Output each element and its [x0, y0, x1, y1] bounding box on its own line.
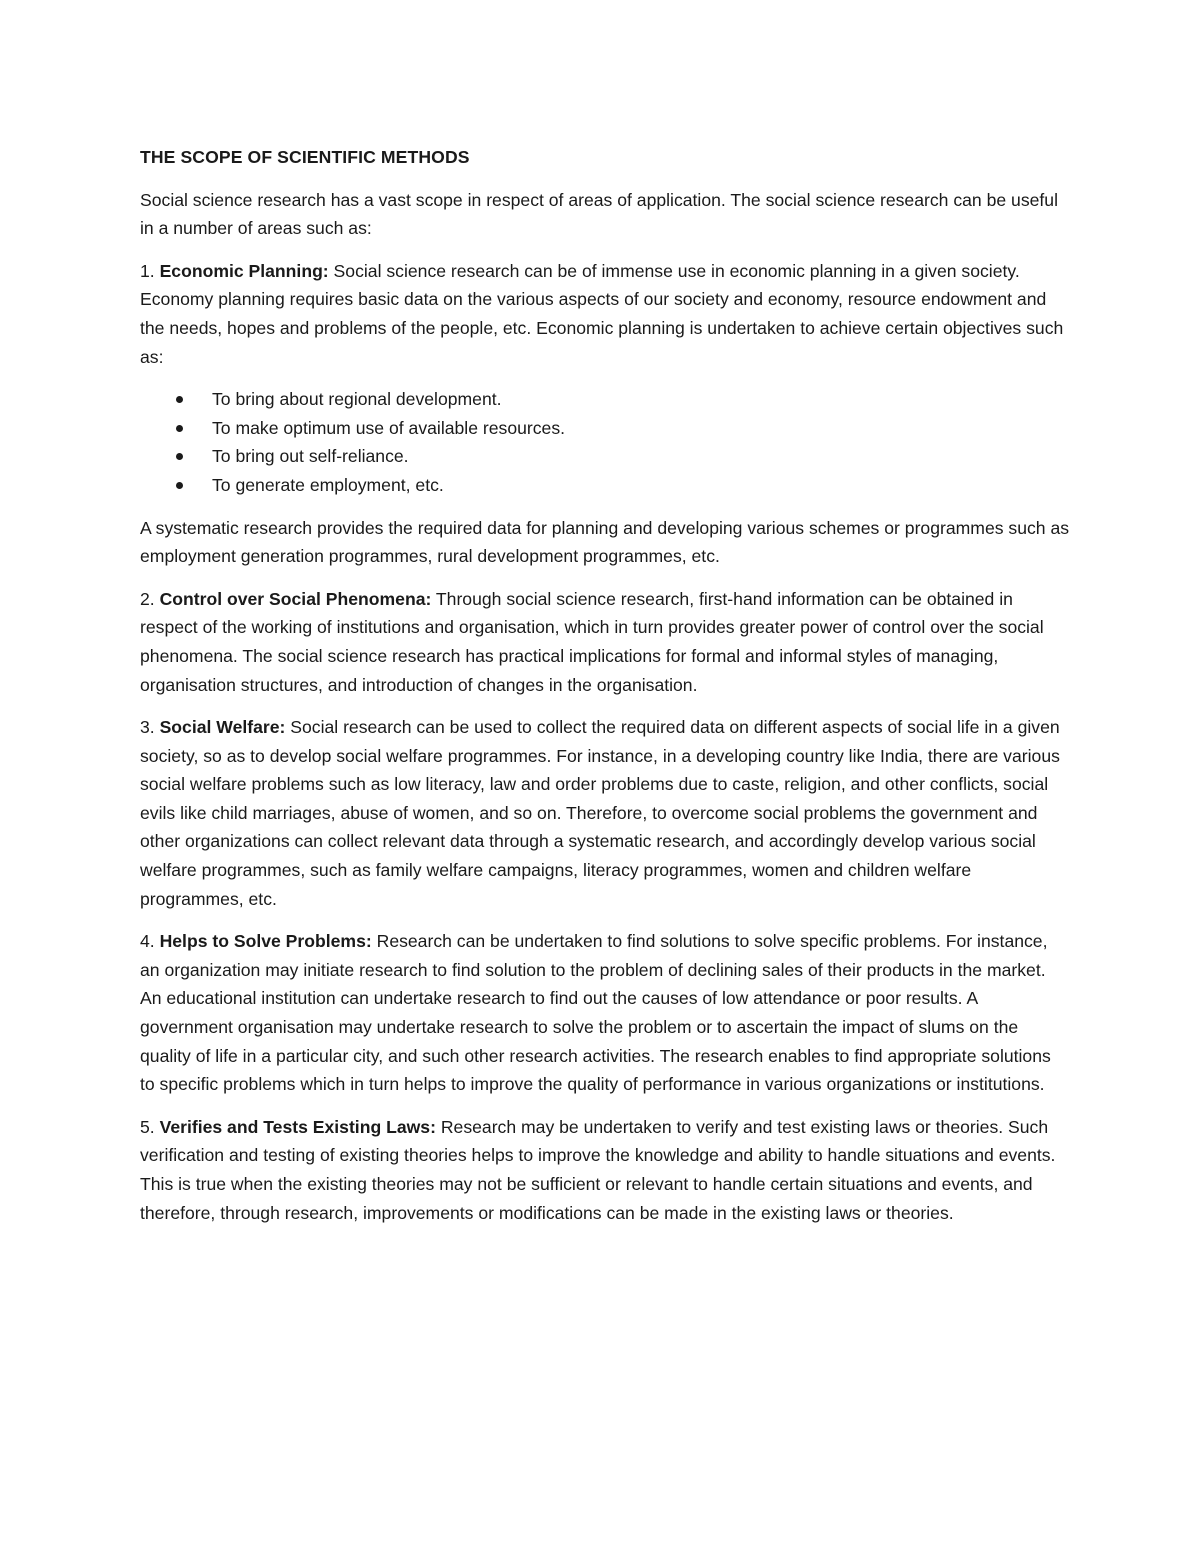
section-social-phenomena [140, 585, 1070, 699]
section-text: Research can be undertaken to find solutions to solve specific problems. For instance, an organization may initiate research to find solution to the problem of declining sales of their products in the market. An educational institution can undertake research to find out the causes of low attendance or poor results. A government organisation may undertake research to solve the problem or to ascertain the impact of slums on the quality of life in a particular city, and such other research activities. The research enables to find appropriate solutions to specific problems which in turn helps to improve the quality of performance in various organizations or institutions. [140, 931, 1051, 1095]
section-text: Through social science research, first-hand information can be obtained in respect of the working of institutions and organisation, which in turn provides greater power of control over the social phenomena. The social science research has practical implications for formal and informal styles of managing, organisation structures, and introduction of changes in the organisation. [140, 588, 1044, 695]
list-item [140, 471, 1070, 500]
section-text: Social science research can be of immense use in economic planning in a given society. Economy planning requires basic data on the various aspects of our society and economy, resource endowment and the needs, hopes and problems of the people, etc. Economic planning is undertaken to achieve certain objectives such as: [140, 260, 1064, 367]
section-text: Research may be undertaken to verify and test existing laws or theories. Such verification and testing of existing theories helps to improve the knowledge and ability to handle situations and events. This is true when the existing theories may not be sufficient or relevant to handle certain situations and events, and therefore, through research, improvements or modifications can be made in the existing laws or theories. [140, 1116, 1056, 1223]
section-verifies-laws [140, 1113, 1070, 1227]
section-number: 5. [140, 1116, 160, 1137]
section-number: 2. [140, 588, 160, 609]
section-number: 3. [140, 717, 160, 738]
section-heading: Control over Social Phenomena: [159, 588, 432, 609]
planning-note-paragraph: A systematic research provides the required data for planning and developing various schemes or programmes such as employment generation programmes, rural development programmes, etc. [140, 517, 1070, 567]
list-item [140, 442, 1070, 471]
list-item [140, 385, 1070, 414]
section-heading: Economic Planning: [159, 260, 329, 281]
section-number: 4. [140, 931, 160, 952]
list-item-text: To bring about regional development. [212, 389, 502, 410]
objectives-list [140, 385, 1070, 499]
section-text: Social research can be used to collect the required data on different aspects of social life in a given society, so as to develop social welfare programmes. For instance, in a developing country like India, there are various social welfare problems such as low literacy, law and order problems due to caste, religion, and other conflicts, social evils like child marriages, abuse of women, and so on. Therefore, to overcome social problems the government and other organizations can collect relevant data through a systematic research, and accordingly develop various social welfare programmes, such as family welfare campaigns, literacy programmes, women and children welfare programmes, etc. [140, 717, 1060, 909]
bullet-icon [176, 482, 183, 489]
intro-paragraph: Social science research has a vast scope in respect of areas of application. The social science research can be useful in a number of areas such as: [140, 189, 1058, 239]
list-item-text: To generate employment, etc. [212, 474, 444, 495]
document-page [140, 143, 1070, 1241]
list-item [140, 414, 1070, 443]
bullet-icon [176, 425, 183, 432]
section-solve-problems [140, 927, 1070, 1099]
section-number: 1. [140, 260, 160, 281]
list-item-text: To make optimum use of available resources. [212, 417, 566, 438]
section-heading: Helps to Solve Problems: [159, 931, 372, 952]
section-heading: Verifies and Tests Existing Laws: [159, 1116, 436, 1137]
section-heading: Social Welfare: [159, 717, 286, 738]
list-item-text: To bring out self-reliance. [212, 446, 409, 467]
document-title: THE SCOPE OF SCIENTIFIC METHODS [140, 147, 470, 167]
section-economic-planning [140, 257, 1070, 371]
bullet-icon [176, 396, 183, 403]
bullet-icon [176, 453, 183, 460]
section-social-welfare [140, 713, 1070, 913]
